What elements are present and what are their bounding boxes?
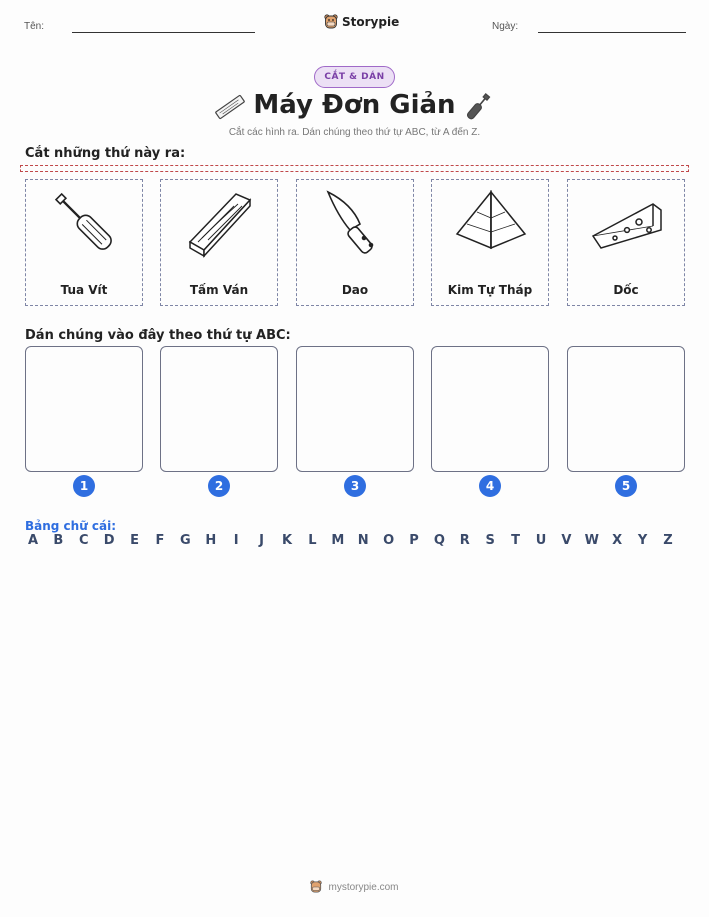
page-title: Máy Đơn Giản [253, 90, 456, 120]
paste-slot-3[interactable] [296, 346, 414, 472]
cutout-label: Dốc [613, 283, 639, 297]
ramp-icon [587, 186, 667, 260]
date-label: Ngày: [492, 21, 519, 32]
paste-slot-4[interactable] [431, 346, 549, 472]
brand-logo [324, 14, 399, 30]
slot-number-badge: 2 [208, 475, 230, 497]
alphabet-letter: S [485, 533, 495, 548]
screwdriver-icon [462, 92, 494, 122]
alphabet-letter: E [130, 533, 140, 548]
cutout-card-plank[interactable] [160, 179, 278, 306]
paste-slot-2[interactable] [160, 346, 278, 472]
name-line[interactable] [72, 32, 255, 33]
alphabet-letter: N [357, 533, 369, 548]
screwdriver-icon [45, 186, 125, 260]
alphabet-letter: R [459, 533, 470, 548]
slot-number-badge: 4 [479, 475, 501, 497]
cut-section-heading: Cắt những thứ này ra: [25, 146, 186, 161]
cutout-label: Tua Vít [60, 283, 108, 297]
alphabet-letter: O [383, 533, 395, 548]
paste-slot-5[interactable] [567, 346, 685, 472]
plank-icon [180, 186, 260, 260]
alphabet-letter: W [584, 533, 599, 548]
name-label: Tên: [24, 21, 45, 32]
alphabet-letter: D [103, 533, 115, 548]
cutout-label: Dao [341, 283, 369, 297]
cutout-card-knife[interactable] [296, 179, 414, 306]
storypie-bear-icon [324, 14, 338, 30]
knife-icon [316, 186, 396, 260]
slot-number-badge: 5 [615, 475, 637, 497]
alphabet-letter: Y [637, 533, 648, 548]
alphabet-letter: K [281, 533, 293, 548]
instructions-text: Cắt các hình ra. Dán chúng theo thứ tự ABC, từ A đến Z. [228, 127, 481, 138]
alphabet-letter: X [612, 533, 623, 548]
alphabet-letter: G [180, 533, 191, 548]
cutout-card-ramp[interactable] [567, 179, 685, 306]
alphabet-letter: Q [433, 533, 445, 548]
alphabet-row [25, 533, 689, 551]
paste-slot-1[interactable] [25, 346, 143, 472]
cutout-label: Tấm Ván [189, 283, 249, 297]
alphabet-letter: C [79, 533, 89, 548]
slot-number-badge: 1 [73, 475, 95, 497]
alphabet-letter: I [233, 533, 239, 548]
footer [0, 880, 709, 894]
alphabet-letter: T [511, 533, 521, 548]
alphabet-heading: Bảng chữ cái: [25, 519, 117, 533]
cutout-card-pyramid[interactable] [431, 179, 549, 306]
alphabet-letter: P [409, 533, 419, 548]
alphabet-letter: U [535, 533, 547, 548]
alphabet-letter: Z [663, 533, 673, 548]
paste-section-heading: Dán chúng vào đây theo thứ tự ABC: [25, 328, 291, 343]
footer-site: mystorypie.com [328, 881, 399, 893]
alphabet-letter: V [561, 533, 572, 548]
alphabet-letter: A [27, 533, 39, 548]
date-line[interactable] [538, 32, 686, 33]
brand-name: Storypie [342, 15, 400, 29]
slot-number-badge: 3 [344, 475, 366, 497]
cut-line[interactable] [20, 165, 689, 172]
alphabet-letter: B [53, 533, 64, 548]
alphabet-letter: M [331, 533, 345, 548]
activity-tag: CẮT & DÁN [314, 66, 395, 88]
cutout-card-screwdriver[interactable] [25, 179, 143, 306]
storypie-bear-icon [310, 880, 322, 894]
pyramid-icon [451, 186, 531, 260]
alphabet-letter: F [155, 533, 165, 548]
alphabet-letter: H [205, 533, 217, 548]
cutout-label: Kim Tự Tháp [447, 283, 533, 297]
alphabet-letter: L [308, 533, 317, 548]
alphabet-letter: J [259, 533, 265, 548]
